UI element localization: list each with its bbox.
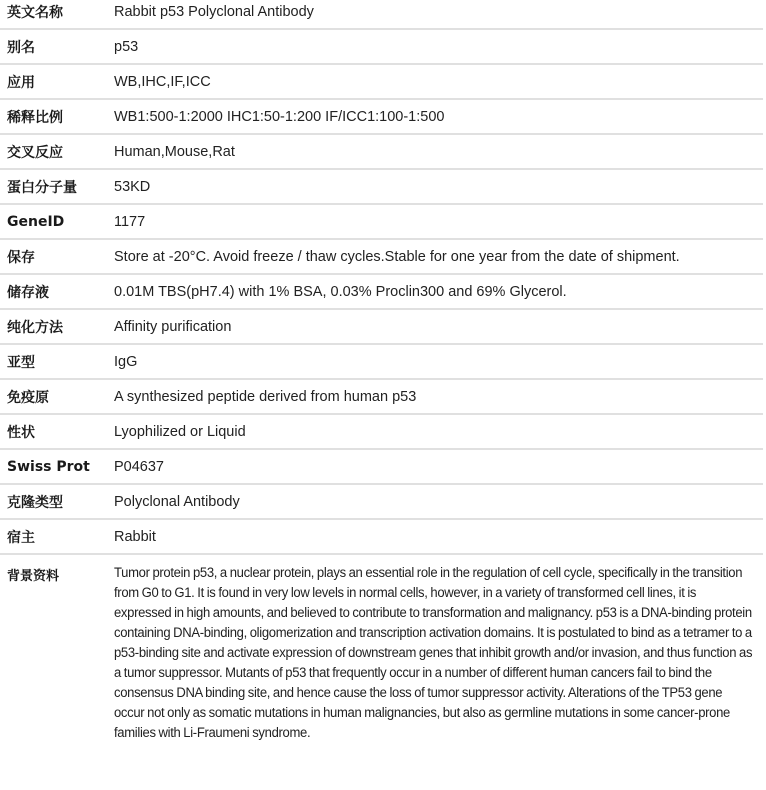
spec-row-buffer — [0, 275, 763, 310]
spec-value: IgG — [114, 353, 138, 370]
spec-label: 储存液 — [7, 284, 49, 301]
spec-label: 亚型 — [7, 354, 35, 371]
spec-row-molecular-weight — [0, 170, 763, 205]
spec-value: Lyophilized or Liquid — [114, 423, 246, 440]
spec-value: 1177 — [114, 213, 146, 230]
spec-value: Affinity purification — [114, 318, 232, 335]
spec-row-storage — [0, 240, 763, 275]
spec-label: 英文名称 — [7, 4, 63, 21]
spec-value: 53KD — [114, 178, 151, 195]
spec-label: 宿主 — [7, 529, 35, 546]
spec-label: 性状 — [7, 424, 35, 441]
spec-label: Swiss Prot — [7, 458, 90, 475]
spec-value: 0.01M TBS(pH7.4) with 1% BSA, 0.03% Proclin300 and 69% Glycerol. — [114, 283, 567, 300]
spec-row-application — [0, 65, 763, 100]
spec-row-gene-id — [0, 205, 763, 240]
spec-row-alias — [0, 30, 763, 65]
spec-row-background — [0, 555, 763, 743]
spec-value: Store at -20°C. Avoid freeze / thaw cycles.Stable for one year from the date of shipment. — [114, 248, 680, 265]
spec-label: 克隆类型 — [7, 494, 63, 511]
spec-value: A synthesized peptide derived from human p53 — [114, 388, 417, 405]
spec-label: GeneID — [7, 213, 65, 230]
spec-label: 蛋白分子量 — [7, 179, 77, 196]
spec-row-clonality — [0, 485, 763, 520]
spec-row-purification — [0, 310, 763, 345]
spec-row-reactivity — [0, 135, 763, 170]
spec-value: p53 — [114, 38, 139, 55]
spec-row-isotype — [0, 345, 763, 380]
spec-value: Polyclonal Antibody — [114, 493, 240, 510]
spec-label: 交叉反应 — [7, 144, 63, 161]
spec-value: WB,IHC,IF,ICC — [114, 73, 211, 90]
spec-label: 纯化方法 — [7, 319, 63, 336]
spec-row-swiss-prot — [0, 450, 763, 485]
background-paragraph: Tumor protein p53, a nuclear protein, plays an essential role in the regulation of cell cycle, specifically in the transition from G0 to G1. It is found in very low levels in normal cells, however, in a variety of transformed cell lines, it is expressed in high amounts, and believed to contribute to transformation and malignancy. p53 is a DNA-binding protein containing DNA-binding, oligomerization and transcription activation domains. It is postulated to bind as a tetramer to a p53-binding site and activate expression of downstream genes that inhibit growth and/or invasion, and thus function as a tumor suppressor. Mutants of p53 that frequently occur in a number of different human cancers fail to bind the consensus DNA binding site, and hence cause the loss of tumor suppressor activity. Alterations of the TP53 gene occur not only as somatic mutations in human malignancies, but also as germline mutations in some cancer-prone families with Li-Fraumeni syndrome. — [114, 565, 753, 741]
spec-row-english-name — [0, 0, 763, 30]
spec-value: Human,Mouse,Rat — [114, 143, 235, 160]
spec-label: 别名 — [7, 39, 35, 56]
spec-value: Rabbit — [114, 528, 156, 545]
spec-row-form — [0, 415, 763, 450]
spec-label: 保存 — [7, 249, 35, 266]
spec-label: 稀释比例 — [7, 109, 63, 126]
spec-label: 背景资料 — [7, 569, 60, 584]
spec-value: P04637 — [114, 458, 164, 475]
spec-label: 免疫原 — [7, 389, 49, 406]
spec-value: WB1:500-1:2000 IHC1:50-1:200 IF/ICC1:100-1:500 — [114, 108, 445, 125]
spec-row-dilution — [0, 100, 763, 135]
spec-value: Rabbit p53 Polyclonal Antibody — [114, 3, 314, 20]
spec-row-host — [0, 520, 763, 555]
spec-row-immunogen — [0, 380, 763, 415]
spec-label: 应用 — [7, 74, 35, 91]
